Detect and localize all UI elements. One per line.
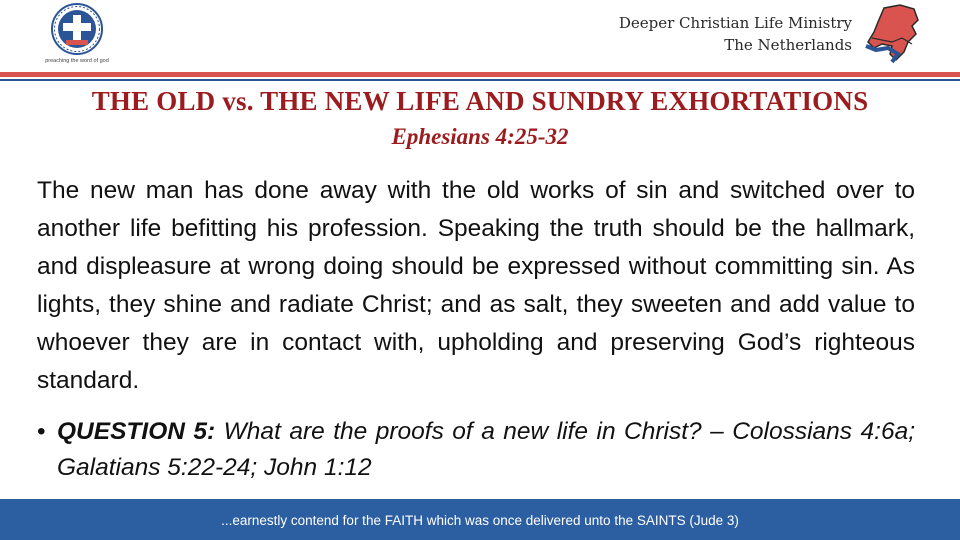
- question-body: What are the proofs of a new life in Christ? – Colossians 4:6a; Galatians 5:22-24; John 1:12: [57, 418, 915, 481]
- body-paragraph: The new man has done away with the old works of sin and switched over to another life befitting his profession. Speaking the truth should be the hallmark, and displeasure at wrong doing should be expressed without committing sin. As lights, they shine and radiate Christ; and as salt, they sweeten and add value to whoever they are in contact with, upholding and preserving God’s righteous standard.: [37, 177, 915, 394]
- bullet-icon: •: [37, 418, 46, 445]
- organization-name: [619, 12, 852, 56]
- scripture-reference: Ephesians 4:25-32: [391, 124, 569, 149]
- ministry-logo: [32, 2, 122, 64]
- slide-header: [0, 0, 960, 70]
- footer-quote: ...earnestly contend for the FAITH which was once delivered unto the SAINTS (Jude 3): [221, 513, 739, 528]
- question-text: [57, 414, 915, 486]
- netherlands-map-icon: [862, 2, 924, 64]
- footer-bar: [0, 499, 960, 540]
- header-divider-blue: [0, 79, 960, 81]
- slide-title: THE OLD vs. THE NEW LIFE AND SUNDRY EXHORTATIONS: [91, 86, 869, 116]
- header-divider-red: [0, 72, 960, 77]
- org-line-1: Deeper Christian Life Ministry: [618, 14, 852, 32]
- question-label: QUESTION 5:: [57, 418, 216, 445]
- question-item: [37, 414, 915, 486]
- svg-text:preaching the word of god: preaching the word of god: [45, 58, 109, 64]
- org-line-2: The Netherlands: [724, 36, 852, 54]
